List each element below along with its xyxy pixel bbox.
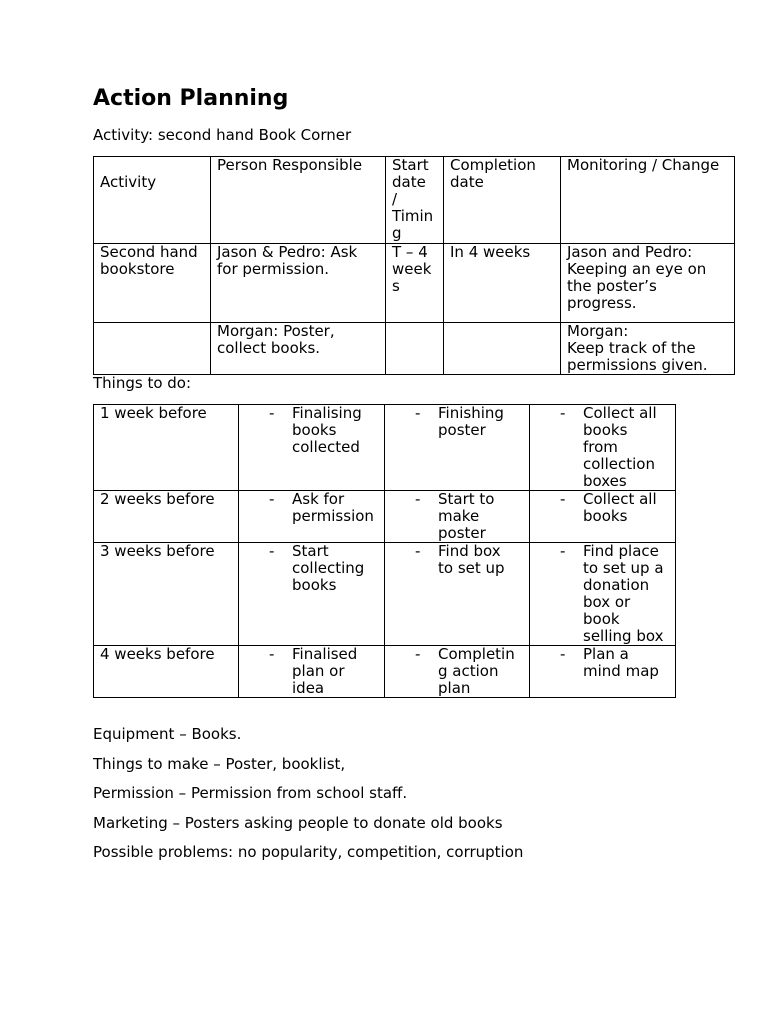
todo-item: - Finalising books collected [239,405,385,491]
table-row [94,543,676,646]
cell-person: Jason & Pedro: Ask for permission. [211,244,386,323]
action-plan-table [93,156,735,375]
cell-start: T – 4 week s [386,244,444,323]
header-person-responsible: Person Responsible [211,157,386,244]
dash-bullet: - [560,404,566,422]
dash-bullet: - [415,645,421,663]
header-activity: Activity [94,157,211,244]
plan-header-row [94,157,735,244]
header-start-date: Start date / Timin g [386,157,444,244]
dash-bullet: - [415,490,421,508]
table-row [94,491,676,543]
dash-bullet: - [269,490,275,508]
cell-completion [444,323,561,375]
cell-when: 4 weeks before [94,646,239,698]
todo-item: - Completin g action plan [385,646,530,698]
table-row [94,244,735,323]
equipment-line: Equipment – Books. [93,725,242,743]
todo-item: - Find place to set up a donation box or book selling box [530,543,676,646]
cell-person: Morgan: Poster, collect books. [211,323,386,375]
dash-bullet: - [415,542,421,560]
header-monitoring: Monitoring / Change [561,157,735,244]
cell-monitoring: Jason and Pedro: Keeping an eye on the poster’s progress. [561,244,735,323]
dash-bullet: - [560,490,566,508]
todo-item: - Plan a mind map [530,646,676,698]
dash-bullet: - [269,542,275,560]
things-to-make-line: Things to make – Poster, booklist, [93,755,346,773]
cell-activity: Second hand bookstore [94,244,211,323]
todo-item: - Start collecting books [239,543,385,646]
marketing-line: Marketing – Posters asking people to donate old books [93,814,503,832]
todo-item: - Finalised plan or idea [239,646,385,698]
table-row [94,646,676,698]
todo-item: - Collect all books from collection boxes [530,405,676,491]
cell-completion: In 4 weeks [444,244,561,323]
dash-bullet: - [415,404,421,422]
dash-bullet: - [269,404,275,422]
todo-item: - Collect all books [530,491,676,543]
page-title: Action Planning [93,86,289,111]
things-to-do-label: Things to do: [93,374,192,392]
cell-monitoring: Morgan: Keep track of the permissions given. [561,323,735,375]
dash-bullet: - [560,542,566,560]
todo-item: - Finishing poster [385,405,530,491]
things-to-do-table [93,404,676,698]
permission-line: Permission – Permission from school staff. [93,784,408,802]
dash-bullet: - [560,645,566,663]
header-completion-date: Completion date [444,157,561,244]
cell-when: 3 weeks before [94,543,239,646]
table-row [94,405,676,491]
cell-when: 1 week before [94,405,239,491]
cell-start [386,323,444,375]
dash-bullet: - [269,645,275,663]
possible-problems-line: Possible problems: no popularity, competition, corruption [93,843,524,861]
cell-activity [94,323,211,375]
todo-item: - Ask for permission [239,491,385,543]
cell-when: 2 weeks before [94,491,239,543]
todo-item: - Start to make poster [385,491,530,543]
table-row [94,323,735,375]
activity-line: Activity: second hand Book Corner [93,126,352,144]
todo-item: - Find box to set up [385,543,530,646]
